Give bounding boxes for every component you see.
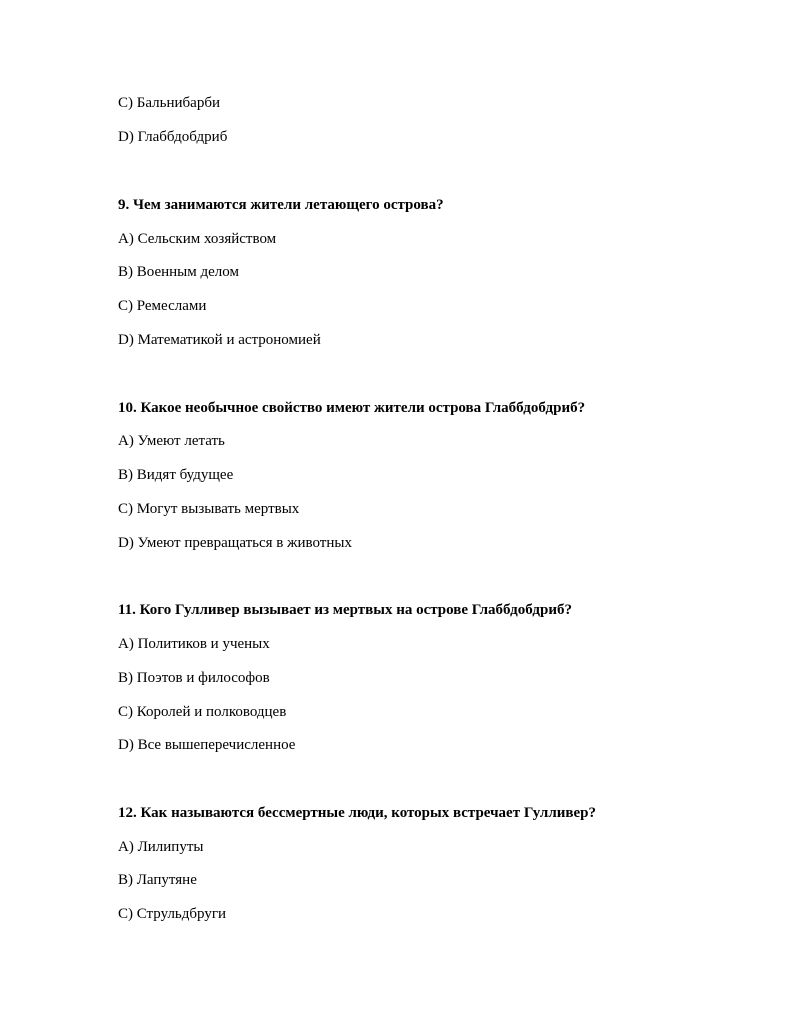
option-line: D) Все вышеперечисленное: [118, 737, 296, 753]
option-line: D) Глаббдобдриб: [118, 129, 228, 145]
option-line: B) Поэтов и философов: [118, 670, 270, 686]
option-line: C) Бальнибарби: [118, 95, 220, 111]
option-line: A) Умеют летать: [118, 433, 225, 449]
option-line: A) Сельским хозяйством: [118, 231, 277, 247]
option-line: B) Лапутяне: [118, 872, 197, 888]
question-heading: 10. Какое необычное свойство имеют жители острова Глаббдобдриб?: [118, 400, 586, 416]
question-heading: 11. Кого Гулливер вызывает из мертвых на острове Глаббдобдриб?: [118, 602, 572, 618]
option-line: A) Политиков и ученых: [118, 636, 270, 652]
option-line: D) Умеют превращаться в животных: [118, 535, 352, 551]
question-heading: 9. Чем занимаются жители летающего острова?: [118, 197, 444, 213]
option-line: B) Военным делом: [118, 264, 239, 280]
option-line: C) Могут вызывать мертвых: [118, 501, 300, 517]
option-line: C) Ремеслами: [118, 298, 207, 314]
question-heading: 12. Как называются бессмертные люди, которых встречает Гулливер?: [118, 805, 597, 821]
option-line: D) Математикой и астрономией: [118, 332, 321, 348]
option-line: C) Королей и полководцев: [118, 704, 287, 720]
option-line: A) Лилипуты: [118, 839, 204, 855]
option-line: C) Струльдбруги: [118, 906, 227, 922]
option-line: B) Видят будущее: [118, 467, 234, 483]
